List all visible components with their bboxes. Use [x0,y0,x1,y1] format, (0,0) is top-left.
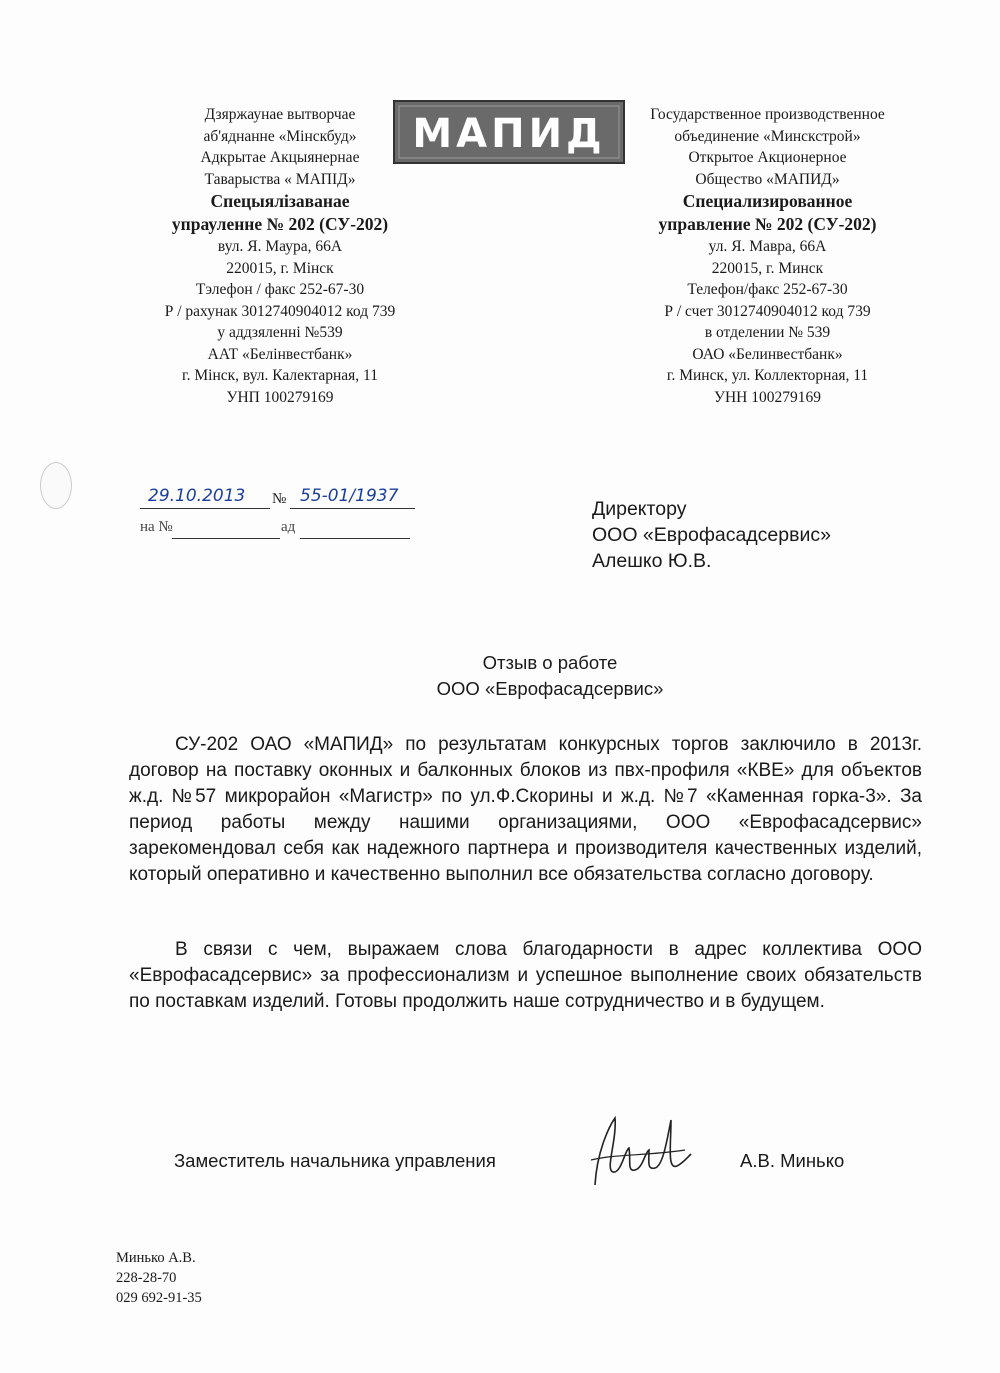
outgoing-reference [140,486,415,546]
header-by-bold-line: Спецыялізаванае [210,191,350,211]
header-ru-line: объединение «Минскстрой» [674,127,861,145]
contact-line: 029 692-91-35 [116,1290,202,1306]
contact-line: 228-28-70 [116,1270,177,1286]
addressee-line: Алешко Ю.В. [592,550,712,572]
header-by-line: Адкрытае Акцыянернае [200,149,360,166]
handwritten-signature [585,1110,695,1195]
header-ru-detail: в отделении № 539 [704,324,831,341]
header-by-bold-line: упрауленне № 202 (СУ-202) [171,214,389,234]
number-underline [290,508,415,509]
subject-line: Отзыв о работе [482,652,618,673]
signatory-position: Заместитель начальника управления [174,1150,496,1171]
logo-text: МАПИД [412,111,606,157]
subject-line: ООО «Еврофасадсервис» [436,678,664,699]
from-date-label: ад [281,519,296,535]
addressee-line: ООО «Еврофасадсервис» [592,524,831,546]
header-ru-detail: ОАО «Белинвестбанк» [692,345,843,363]
header-by-line: Таварыства « МАПІД» [204,170,356,188]
header-ru-line: Открытое Акционерное [688,149,847,166]
in-reply-label: на № [140,519,173,535]
header-by-detail: 220015, г. Мінск [226,259,334,277]
date-underline [140,508,270,509]
number-label: № [272,491,287,507]
handwritten-number: 55-01/1937 [300,486,399,506]
header-by-detail: Тэлефон / факс 252-67-30 [195,281,365,298]
signatory-name: А.В. Минько [740,1150,845,1171]
header-ru-line: Государственное производственное [650,106,885,123]
header-ru-bold-line: управление № 202 (СУ-202) [658,214,877,234]
in-reply-underline [172,538,280,539]
header-ru-line: Общество «МАПИД» [695,170,840,188]
header-ru-detail: Р / счет 3012740904012 код 739 [664,302,871,320]
header-ru-bold-line: Специализированное [682,191,853,211]
header-ru-detail: УНН 100279169 [714,388,821,406]
mapid-logo-icon [393,100,625,164]
header-ru-detail: г. Минск, ул. Коллекторная, 11 [666,367,869,384]
header-by-detail: Р / рахунак 3012740904012 код 739 [164,302,396,320]
header-by-line: аб'яднанне «Мінскбуд» [203,127,357,145]
from-date-underline [300,538,410,539]
handwritten-date: 29.10.2013 [148,486,246,506]
header-by-detail: УНП 100279169 [226,388,334,406]
header-belarusian [130,104,430,408]
body-paragraph-2: В связи с чем, выражаем слова благодарности в адрес коллектива ООО «Еврофасадсервис» за профессионализм и успешное выполнение своих обязательств по поставкам изделий. Готовы продолжить наше сотрудничество и в будущем. [129,939,922,1012]
header-by-detail: ААТ «Белінвестбанк» [207,345,353,363]
letter-subject [300,650,800,702]
header-by-line: Дзяржаунае вытворчае [204,106,356,123]
header-by-detail: у аддзяленні №539 [217,324,343,341]
punch-hole [40,462,72,509]
addressee-block [592,496,831,574]
contact-block [116,1248,202,1308]
header-by-detail: вул. Я. Маура, 66А [217,238,343,255]
header-ru-detail: ул. Я. Мавра, 66А [708,238,827,255]
contact-line: Минько А.В. [116,1250,196,1266]
header-ru-detail: 220015, г. Минск [711,259,824,277]
header-ru-detail: Телефон/факс 252-67-30 [687,281,848,298]
header-russian [625,104,910,408]
header-by-detail: г. Мінск, вул. Калектарная, 11 [182,367,378,384]
body-paragraph-1: СУ-202 ОАО «МАПИД» по результатам конкурсных торгов заключило в 2013г. договор на поставку оконных и балконных блоков из пвх-профиля «КВЕ» для объектов ж.д. №57 микрорайон «Магистр» по ул.Ф.Скорины и ж.д. №7 «Каменная горка-3». За период работы между нашими организациями, ООО «Еврофасадсервис» зарекомендовал себя как надежного партнера и производителя качественных изделий, который оперативно и качественно выполнил все обязательства согласно договору. [129,734,922,885]
addressee-line: Директору [592,498,687,520]
